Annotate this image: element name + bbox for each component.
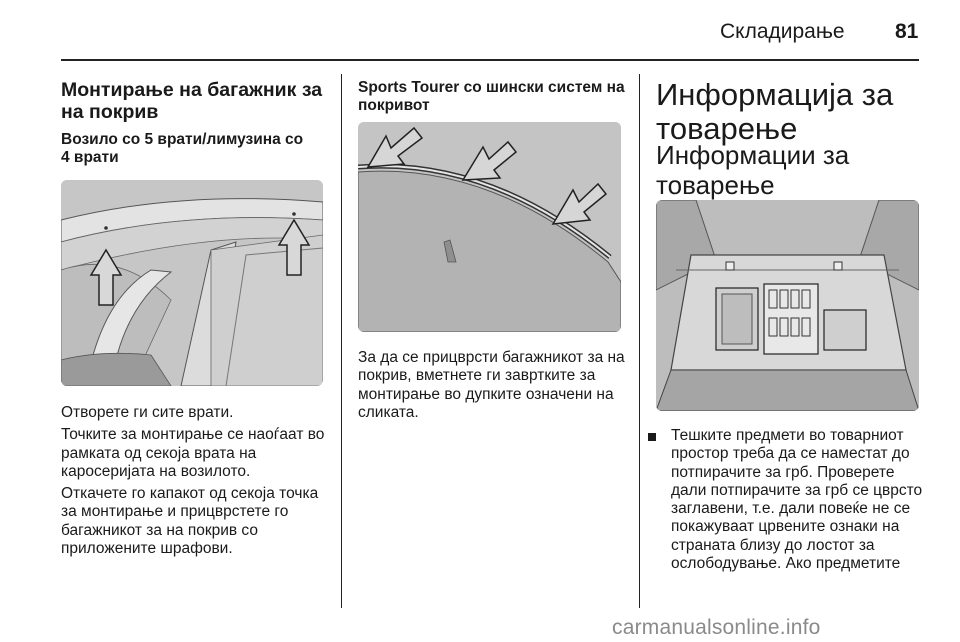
col1-body xyxy=(61,404,329,558)
list-item xyxy=(648,427,928,573)
paragraph-open-doors: Отворете ги сите врати. xyxy=(61,404,234,421)
subsection-sports-tourer-block xyxy=(358,79,626,115)
figure-cargo-loading xyxy=(656,200,919,411)
cargo-area-illustration xyxy=(656,200,919,411)
col2-body xyxy=(358,349,626,422)
running-header-title: Складирање xyxy=(720,20,845,43)
subsection-heading: Возило со 5 врати/лимузина со 4 врати xyxy=(61,131,304,166)
paragraph-mounting-points: Точките за монтирање се наоѓаат во рамката од секоја врата на каросеријата на возилото. xyxy=(61,426,325,480)
subsection-loading-block xyxy=(656,140,926,200)
roof-rail-illustration xyxy=(358,122,621,332)
bullet-text-heavy-items: Тешките предмети во товарниот простор треба да се наместат до потпирачите за грб. Проверете дали потпирачите за грб се цврсто заглавени, т.е. дали повеќе не се покажуваат црвените ознаки на страната близу до лостот за ослободување. Ако предметите xyxy=(671,427,923,573)
chapter-title: Информација за товарење xyxy=(656,77,894,146)
door-frame-illustration xyxy=(61,180,323,386)
page-number: 81 xyxy=(895,20,919,43)
paragraph-attach-rack: Откачете го капакот од секоја точка за монтирање и прицврстете го багажникот за на покрив со приложените шрафови. xyxy=(61,485,319,558)
subsection-heading-sports-tourer: Sports Tourer со шински систем на покривот xyxy=(358,79,625,114)
section-loading-info-block xyxy=(656,78,926,146)
figure-roof-rail-mounting xyxy=(358,122,621,332)
section-roof-rack-heading-block xyxy=(61,79,329,123)
header-divider xyxy=(61,59,919,61)
subsection-5door-block xyxy=(61,131,311,167)
section-heading: Монтирање на багажник за на покрив xyxy=(61,79,323,123)
watermark: carmanualsonline.info xyxy=(612,616,821,639)
chapter-subtitle: Информации за товарење xyxy=(656,140,850,200)
figure-door-frame-mounting-points xyxy=(61,180,323,386)
paragraph-roof-rail-instructions: За да се прицврсти багажникот за на покрив, вметнете ги завртките за монтирање во дупките означени на сликата. xyxy=(358,349,625,421)
column-divider-1 xyxy=(341,74,342,608)
bullet-square-icon xyxy=(648,433,656,441)
column-divider-2 xyxy=(639,74,640,608)
